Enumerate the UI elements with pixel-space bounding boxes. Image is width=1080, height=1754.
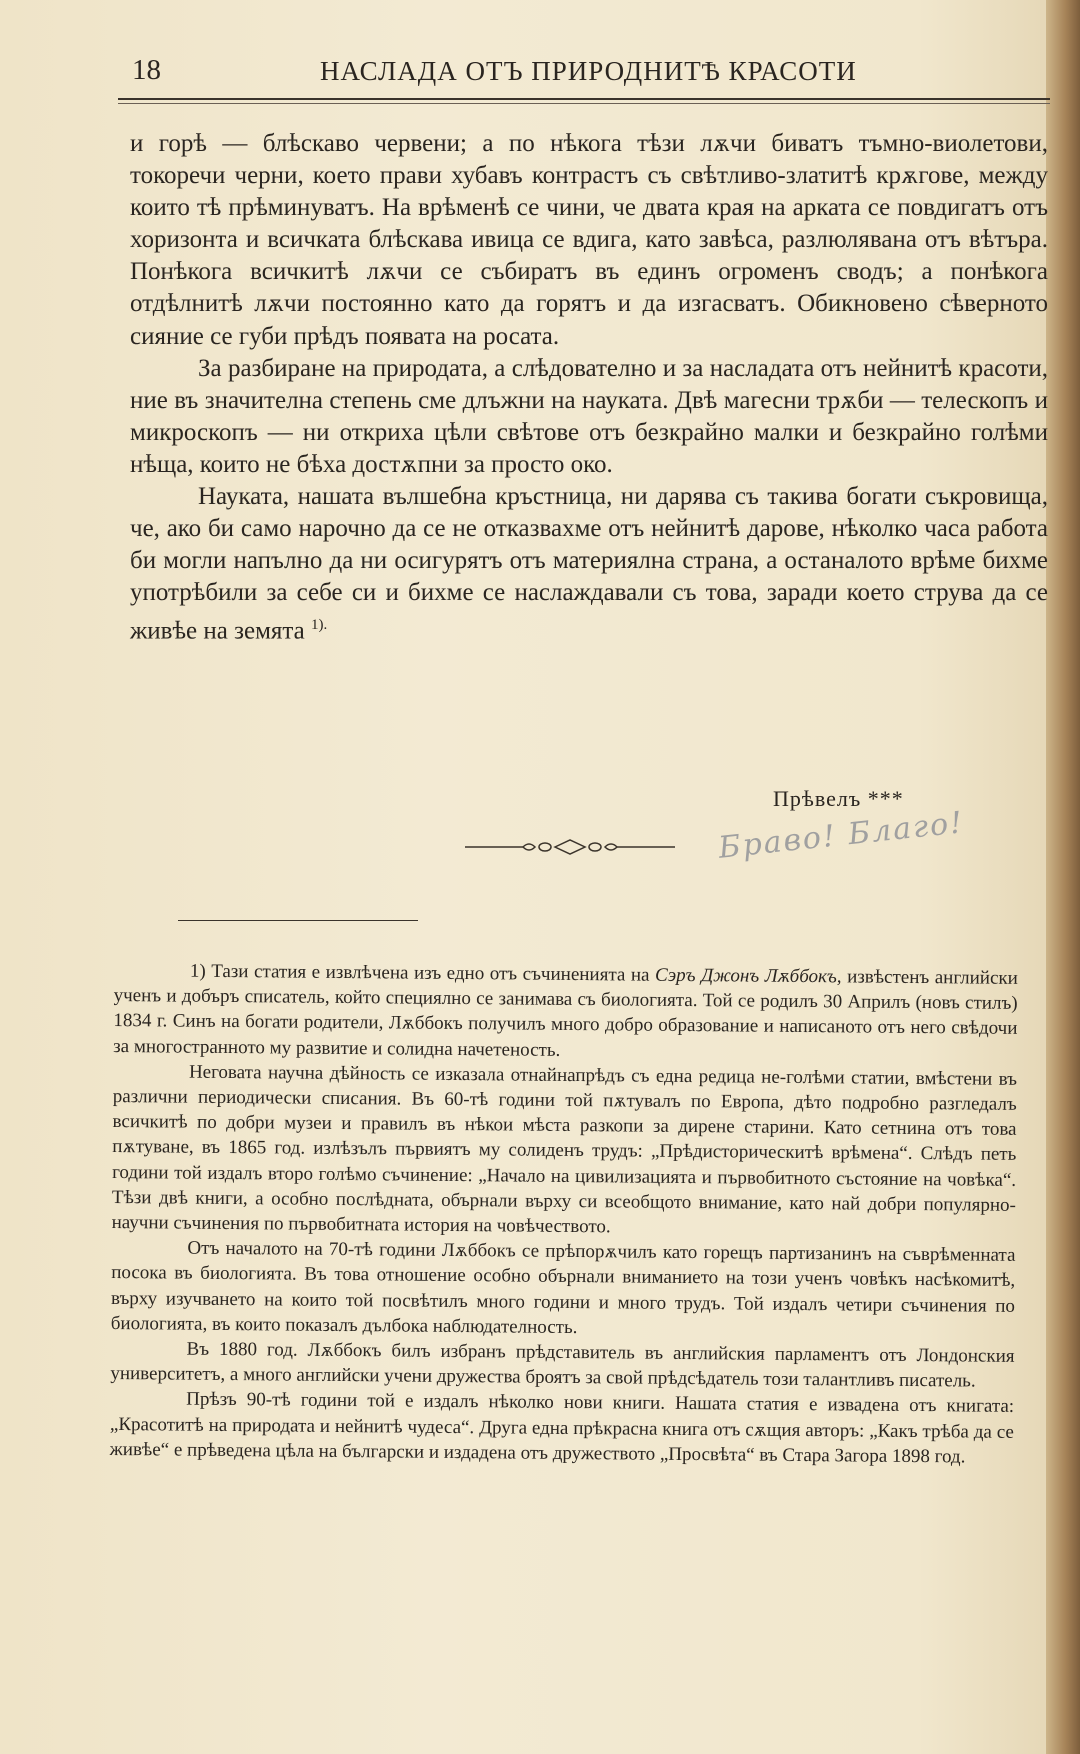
footnote-paragraph-3: Отъ началото на 70-тѣ години Лѫббокъ се прѣпорѫчилъ като горещъ партизанинъ на съврѣменната посока въ биологията. Въ това отношение особно обърнали вниманието на този ученъ човѣкъ насѣкомитѣ, върху изучването на които той посвѣтилъ много години и много трудъ. Той издалъ четири съчинения по биологията, въ които показалъ дълбока наблюдателность. (110, 1237, 1016, 1338)
page-number: 18 (132, 54, 161, 86)
ornament-divider (465, 835, 675, 859)
page-edge (1046, 0, 1080, 1754)
footnote-paragraph-5: Прѣзъ 90-тѣ години той е издалъ нѣколко нови книги. Нашата статия е извадена отъ книгата: „Красотитѣ на природата и нейнитѣ чудеса“. Друга една прѣкрасна книга отъ сѫщия авторъ: „Какъ трѣба да се живѣе“ е прѣведена цѣла на български и издадена отъ дружеството „Просвѣта“ въ Стара Загора 1898 год. (109, 1389, 1015, 1468)
translator-credit: Прѣвелъ *** (773, 786, 904, 811)
footnote-marker: 1) (189, 960, 206, 982)
main-text (130, 128, 1048, 648)
footnotes (110, 958, 1018, 1470)
footnote-author: Сэръ Джонъ Лѫббокъ, (654, 964, 842, 988)
paragraph-fairy-godmother (130, 481, 1048, 648)
footnote-reference: 1). (310, 617, 328, 634)
footnote-1-rest: извѣстенъ английски ученъ и добъръ списатель, който специялно се занимава съ биологията. Той се родилъ 30 Априлъ (новъ стилъ) 1834 г. Синъ на богати родители, Лѫббокъ получилъ много добро образование и написаното отъ него свѣдочи за многостранното му развитие и солидна начетеность. (113, 966, 1018, 1061)
footnote-1-start: Тази статия е извлѣчена изъ едно отъ съчиненията на (211, 960, 650, 986)
footnote-paragraph-4: Въ 1880 год. Лѫббокъ билъ избранъ прѣдставитель въ английския парламентъ отъ Лондонския университетъ, а много английски учени дружества броятъ за свой прѣдсѣдатель този талантливъ писатель. (110, 1338, 1015, 1392)
paragraph-aurora: и горѣ — блѣскаво червени; а по нѣкога тѣзи лѫчи биватъ тъмно-виолетови, токоречи черни, което прави хубавъ контрастъ съ свѣтливо-златитѣ крѫгове, между които тѣ прѣминуватъ. На врѣменѣ се чини, че двата края на арката се повдигатъ отъ хоризонта и всичката блѣскава ивица се вдига, като завѣса, разлюлявана отъ вѣтъра. Понѣкога всичкитѣ лѫчи се събиратъ въ единъ огроменъ сводъ; а понѣкога отдѣлнитѣ лѫчи постоянно като да горятъ и да изгасватъ. Обикновено сѣверното сияние се губи прѣдъ появата на росата. (130, 130, 1048, 350)
footnote-paragraph-2: Неговата научна дѣйность се изказала отнайнапрѣдъ съ една редица не-голѣми статии, вмѣстени въ различни периодически списания. Въ 60-тѣ години той пѫтувалъ по Европа, дѣто подробно разгледалъ всичкитѣ по добри музеи и правилъ въ нѣкои мѣста разкопи за дирене старини. Като сетнина отъ това пѫтуване, въ 1865 год. излѣзълъ първиятъ му солиденъ трудъ: „Прѣдисторическитѣ врѣмена“. Слѣдъ петь години той издалъ второ голѣмо съчинение: „Начало на цивилизацията и първобитното състояние на човѣка“. Тѣзи двѣ книги, а особно послѣдната, обърнали върху си всеобщото внимание, като най добри популярно-научни съчинения по първобитната история на човѣчеството. (111, 1061, 1018, 1238)
paragraph-fairy-godmother-text: Науката, нашата вълшебна кръстница, ни дарява съ такива богати съкровища, че, ако би само нарочно да се не отказвахме отъ нейнитѣ дарове, нѣколко часа работа би могли напълно да ни осигурятъ отъ материялна страна, а останалото врѣме бихме употрѣбили за себе си и бихме се наслаждавали съ това, заради което струва да се живѣе на земята (130, 483, 1048, 645)
handwritten-annotation: Браво! Благо! (716, 805, 966, 866)
header-rule (118, 98, 1050, 100)
header-rule-thin (118, 103, 1050, 104)
footnote-rule (178, 920, 418, 921)
footnote-1 (113, 958, 1018, 1067)
running-title: НАСЛАДА ОТЪ ПРИРОДНИТѢ КРАСОТИ (320, 56, 857, 86)
page-header (132, 52, 1050, 92)
paragraph-science: За разбиране на природата, а слѣдователно и за насладата отъ нейнитѣ красоти, ние въ значителна степень сме длъжни на науката. Двѣ магесни трѫби — телескопъ и микроскопъ — ни откриха цѣли свѣтове отъ безкрайно малки и безкрайно голѣми нѣща, които не бѣха достѫпни за просто око. (130, 354, 1048, 478)
